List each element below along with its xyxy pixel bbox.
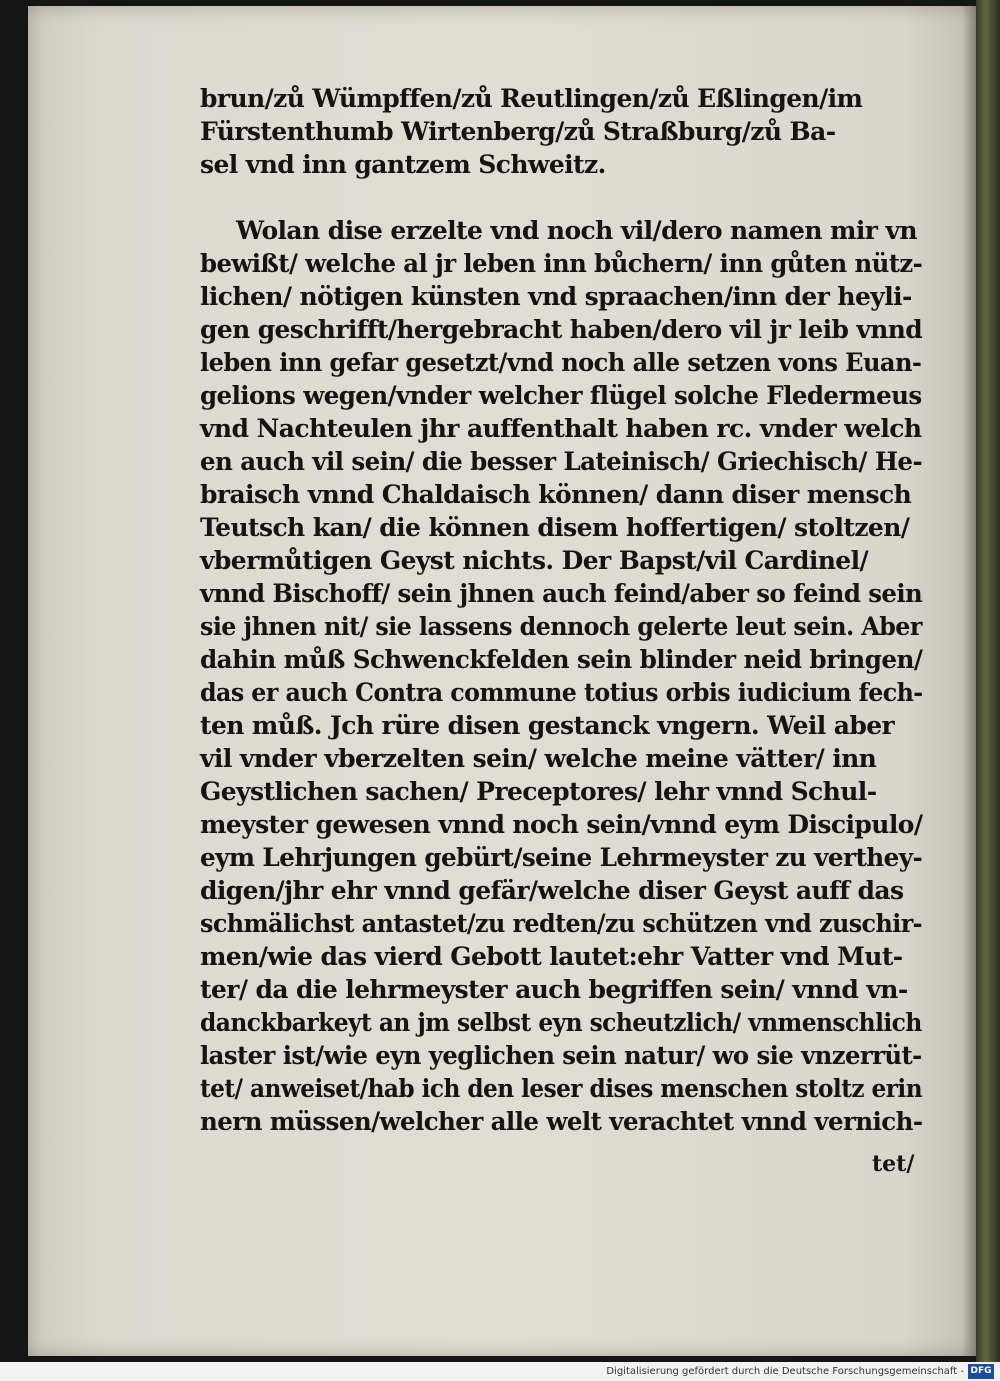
text-line: leben inn gefar gesetzt/vnd noch alle setzen vons Euan- <box>200 348 922 377</box>
text-line: digen/jhr ehr vnnd gefär/welche diser Geyst auff das <box>200 876 904 905</box>
text-line: braisch vnnd Chaldaisch können/ dann diser mensch <box>200 480 912 509</box>
text-line: dahin můß Schwenckfelden sein blinder neid bringen/ <box>200 645 923 674</box>
text-line: Fürstenthumb Wirtenberg/zů Straßburg/zů Ba- <box>200 117 836 146</box>
text-line: brun/zů Wümpffen/zů Reutlingen/zů Eßlingen/im <box>200 84 863 113</box>
text-line: Wolan dise erzelte vnd noch vil/dero namen mir vn <box>236 216 917 245</box>
text-line: sel vnd inn gantzem Schweitz. <box>200 150 606 179</box>
text-line: gelions wegen/vnder welcher flügel solche Fledermeus <box>200 381 922 410</box>
text-line: schmälichst antastet/zu redten/zu schützen vnd zuschir- <box>200 909 923 938</box>
dfg-logo: DFG <box>968 1364 994 1379</box>
text-line: laster ist/wie eyn yeglichen sein natur/ wo sie vnzerrüt- <box>200 1041 922 1070</box>
text-line: en auch vil sein/ die besser Lateinisch/ Griechisch/ He- <box>200 447 923 476</box>
page-text <box>200 82 922 1138</box>
text-line: das er auch Contra commune totius orbis iudicium fech- <box>200 678 923 707</box>
text-line: Geystlichen sachen/ Preceptores/ lehr vnnd Schul- <box>200 777 877 806</box>
text-line: bewißt/ welche al jr leben inn bůchern/ inn gůten nütz- <box>200 249 923 278</box>
text-line: vnd Nachteulen jhr auffenthalt haben rc. vnder welch <box>200 414 922 443</box>
text-line: ter/ da die lehrmeyster auch begriffen sein/ vnnd vn- <box>200 975 908 1004</box>
page-fold-shadow <box>962 6 976 1356</box>
text-line: nern müssen/welcher alle welt verachtet vnnd vernich- <box>200 1107 923 1136</box>
funding-credit: Digitalisierung gefördert durch die Deutsche Forschungsgemeinschaft - <box>606 1366 964 1377</box>
book-edge <box>976 0 1000 1362</box>
text-line: vbermůtigen Geyst nichts. Der Bapst/vil Cardinel/ <box>200 546 869 575</box>
text-line: meyster gewesen vnnd noch sein/vnnd eym Discipulo/ <box>200 810 923 839</box>
text-line: tet/ anweiset/hab ich den leser dises menschen stoltz erin <box>200 1074 923 1103</box>
paragraph-gap <box>200 181 922 214</box>
text-line: ten můß. Jch rüre disen gestanck vngern. Weil aber <box>200 711 895 740</box>
footer-bar <box>0 1362 1000 1381</box>
text-line: men/wie das vierd Gebott lautet:ehr Vatter vnd Mut- <box>200 942 903 971</box>
catchword: tet/ <box>872 1151 915 1177</box>
text-line: Teutsch kan/ die können disem hoffertigen/ stoltzen/ <box>200 513 910 542</box>
text-line: vil vnder vberzelten sein/ welche meine vätter/ inn <box>200 744 877 773</box>
text-line: lichen/ nötigen künsten vnd spraachen/inn der heyli- <box>200 282 912 311</box>
text-line: gen geschrifft/hergebracht haben/dero vil jr leib vnnd <box>200 315 923 344</box>
text-line: vnnd Bischoff/ sein jhnen auch feind/aber so feind sein <box>200 579 923 608</box>
text-line: sie jhnen nit/ sie lassens dennoch gelerte leut sein. Aber <box>200 612 922 641</box>
text-line: danckbarkeyt an jm selbst eyn scheutzlich/ vnmenschlich <box>200 1008 922 1037</box>
text-line: eym Lehrjungen gebürt/seine Lehrmeyster zu verthey- <box>200 843 923 872</box>
